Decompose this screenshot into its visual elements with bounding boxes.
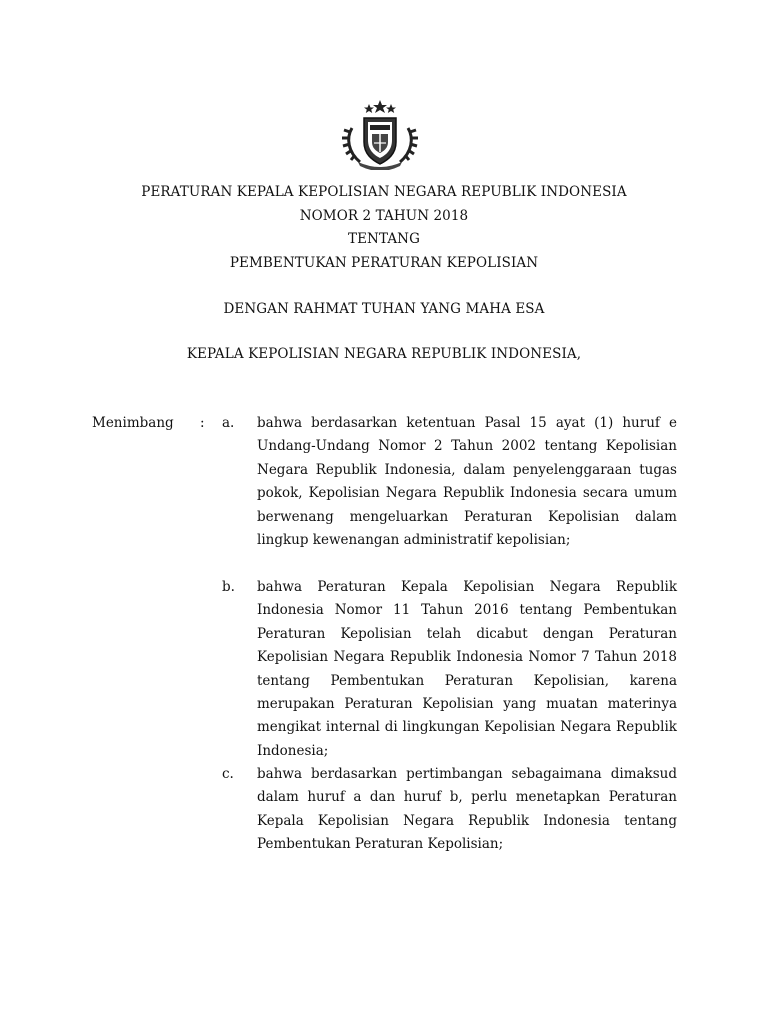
regulation-subject: PEMBENTUKAN PERATURAN KEPOLISIAN [229, 255, 539, 271]
regulation-about-label: TENTANG [348, 231, 420, 247]
issuing-authority: KEPALA KEPOLISIAN NEGARA REPUBLIK INDONESIA, [186, 346, 582, 362]
clause-text-c: bahwa berdasarkan pertimbangan sebagaimana dimaksud dalam huruf a dan huruf b, perlu menetapkan Peraturan Kepala Kepolisian Negara Republik Indonesia tentang Pembentukan Peraturan Kepolisian; [257, 766, 677, 853]
clause-text-a: bahwa berdasarkan ketentuan Pasal 15 ayat (1) huruf e Undang-Undang Nomor 2 Tahun 2002 tentang Kepolisian Negara Republik Indonesia, dalam penyelenggaraan tugas pokok, Kepolisian Negara Republik Indonesia secara umum berwenang mengeluarkan Peraturan Kepolisian dalam lingkup kewenangan administratif kepolisian; [257, 415, 677, 549]
clause-marker-a: a. [222, 415, 235, 431]
clause-text-b: bahwa Peraturan Kepala Kepolisian Negara Republik Indonesia Nomor 11 Tahun 2016 tentang Pembentukan Peraturan Kepolisian telah dicabut dengan Peraturan Kepolisian Negara Republik Indonesia Nomor 7 Tahun 2018 tentang Pembentukan Peraturan Kepolisian, karena merupakan Peraturan Kepolisian yang muatan materinya mengikat internal di lingkungan Kepolisian Negara Republik Indonesia; [257, 579, 677, 759]
considering-colon: : [200, 415, 205, 431]
clause-marker-c: c. [222, 766, 234, 782]
regulation-number: NOMOR 2 TAHUN 2018 [299, 208, 469, 224]
police-emblem-icon [332, 98, 428, 170]
considering-label: Menimbang [92, 415, 174, 431]
invocation: DENGAN RAHMAT TUHAN YANG MAHA ESA [223, 301, 545, 317]
clause-marker-b: b. [222, 579, 235, 595]
regulation-title: PERATURAN KEPALA KEPOLISIAN NEGARA REPUBLIK INDONESIA [141, 184, 627, 200]
